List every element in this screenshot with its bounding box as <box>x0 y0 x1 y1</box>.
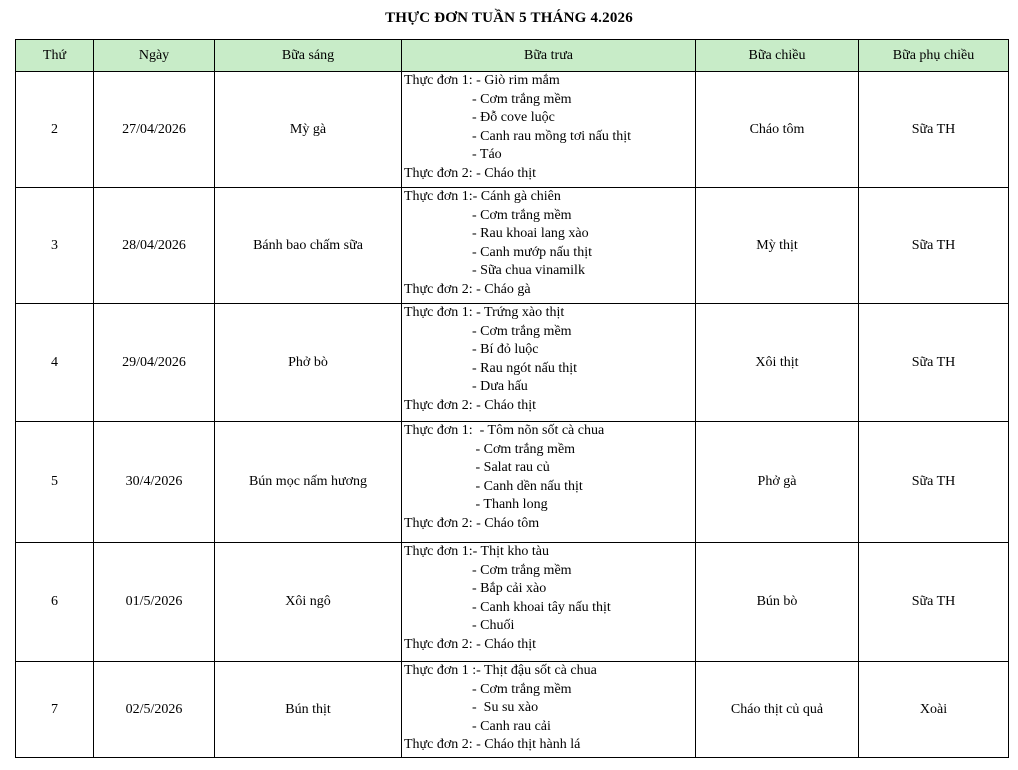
cell-thu: 5 <box>16 422 94 543</box>
cell-bua-sang: Bánh bao chấm sữa <box>215 188 402 304</box>
lunch-line: - Dưa hấu <box>472 379 528 394</box>
lunch-line: - Bắp cải xào <box>472 581 547 596</box>
lunch-line: - Cơm trắng mềm <box>472 441 576 457</box>
header-bua-trua: Bữa trưa <box>402 40 696 72</box>
menu-table <box>15 39 1009 758</box>
cell-bua-sang: Xôi ngô <box>215 543 402 662</box>
page-title: THỰC ĐƠN TUẦN 5 THÁNG 4.2026 <box>385 10 633 26</box>
lunch-line: Thực đơn 1: - Tôm nõn sốt cà chua <box>404 423 605 438</box>
cell-bua-phu-chieu: Sữa TH <box>859 304 1009 422</box>
cell-bua-chieu: Phở gà <box>696 422 859 543</box>
cell-bua-chieu: Bún bò <box>696 543 859 662</box>
cell-thu: 6 <box>16 543 94 662</box>
cell-bua-phu-chieu: Xoài <box>859 662 1009 758</box>
cell-bua-sang: Bún thịt <box>215 662 402 758</box>
lunch-line: Thực đơn 1:- Thịt kho tàu <box>404 544 549 559</box>
lunch-line: Thực đơn 2: - Cháo gà <box>404 281 531 297</box>
lunch-line: Thực đơn 1 :- Thịt đậu sốt cà chua <box>404 663 597 678</box>
table-row <box>16 662 1009 758</box>
lunch-line: - Cơm trắng mềm <box>472 323 572 339</box>
table-row <box>16 188 1009 304</box>
header-bua-chieu: Bữa chiều <box>696 40 859 72</box>
cell-ngay: 28/04/2026 <box>94 188 215 304</box>
table-row <box>16 304 1009 422</box>
lunch-line: - Salat rau củ <box>472 460 550 475</box>
lunch-line: - Chuối <box>472 618 515 633</box>
cell-bua-trua <box>402 304 696 422</box>
cell-bua-trua <box>402 72 696 188</box>
lunch-line: - Canh rau cải <box>472 718 551 734</box>
lunch-line: - Canh dền nấu thịt <box>472 478 583 494</box>
cell-bua-phu-chieu: Sữa TH <box>859 543 1009 662</box>
cell-bua-sang: Phở bò <box>215 304 402 422</box>
cell-bua-chieu: Cháo tôm <box>696 72 859 188</box>
cell-thu: 7 <box>16 662 94 758</box>
cell-thu: 3 <box>16 188 94 304</box>
lunch-line: Thực đơn 2: - Cháo thịt <box>404 165 537 181</box>
header-ngay: Ngày <box>94 40 215 72</box>
lunch-line: - Canh rau mồng tơi nấu thịt <box>472 128 632 144</box>
cell-bua-sang: Bún mọc nấm hương <box>215 422 402 543</box>
lunch-line: Thực đơn 2: - Cháo thịt <box>404 397 537 413</box>
lunch-line: Thực đơn 2: - Cháo thịt hành lá <box>404 737 581 752</box>
header-bua-phu-chieu: Bữa phụ chiều <box>859 40 1009 72</box>
lunch-line: - Cơm trắng mềm <box>472 207 572 223</box>
lunch-line: Thực đơn 1: - Trứng xào thịt <box>404 305 565 320</box>
cell-bua-sang: Mỳ gà <box>215 72 402 188</box>
lunch-line: - Canh khoai tây nấu thịt <box>472 599 611 615</box>
cell-bua-trua <box>402 543 696 662</box>
lunch-line: - Thanh long <box>472 497 548 512</box>
lunch-line: Thực đơn 1:- Cánh gà chiên <box>404 189 561 204</box>
cell-bua-phu-chieu: Sữa TH <box>859 72 1009 188</box>
table-row <box>16 72 1009 188</box>
cell-bua-trua <box>402 422 696 543</box>
lunch-line: - Cơm trắng mềm <box>472 562 572 578</box>
cell-bua-chieu: Cháo thịt củ quả <box>696 662 859 758</box>
lunch-line: - Bí đỏ luộc <box>472 342 539 357</box>
lunch-line: - Cơm trắng mềm <box>472 91 572 107</box>
lunch-line: Thực đơn 2: - Cháo tôm <box>404 515 540 531</box>
lunch-line: - Đỗ cove luộc <box>472 110 555 125</box>
cell-ngay: 02/5/2026 <box>94 662 215 758</box>
cell-bua-phu-chieu: Sữa TH <box>859 188 1009 304</box>
lunch-line: Thực đơn 2: - Cháo thịt <box>404 636 537 652</box>
cell-bua-chieu: Mỳ thịt <box>696 188 859 304</box>
lunch-line: - Rau khoai lang xào <box>472 226 589 241</box>
cell-bua-phu-chieu: Sữa TH <box>859 422 1009 543</box>
table-header-row <box>16 40 1009 72</box>
header-thu: Thứ <box>16 40 94 72</box>
table-row <box>16 422 1009 543</box>
cell-ngay: 27/04/2026 <box>94 72 215 188</box>
lunch-line: - Su su xào <box>472 700 539 715</box>
lunch-line: Thực đơn 1: - Giò rim mắm <box>404 73 560 88</box>
cell-thu: 4 <box>16 304 94 422</box>
cell-ngay: 30/4/2026 <box>94 422 215 543</box>
cell-bua-chieu: Xôi thịt <box>696 304 859 422</box>
lunch-line: - Táo <box>472 147 502 162</box>
cell-ngay: 01/5/2026 <box>94 543 215 662</box>
cell-ngay: 29/04/2026 <box>94 304 215 422</box>
cell-bua-trua <box>402 188 696 304</box>
lunch-line: - Sữa chua vinamilk <box>472 263 585 278</box>
lunch-line: - Canh mướp nấu thịt <box>472 244 592 260</box>
lunch-line: - Cơm trắng mềm <box>472 681 572 697</box>
header-bua-sang: Bữa sáng <box>215 40 402 72</box>
table-row <box>16 543 1009 662</box>
lunch-line: - Rau ngót nấu thịt <box>472 360 577 376</box>
cell-bua-trua <box>402 662 696 758</box>
cell-thu: 2 <box>16 72 94 188</box>
